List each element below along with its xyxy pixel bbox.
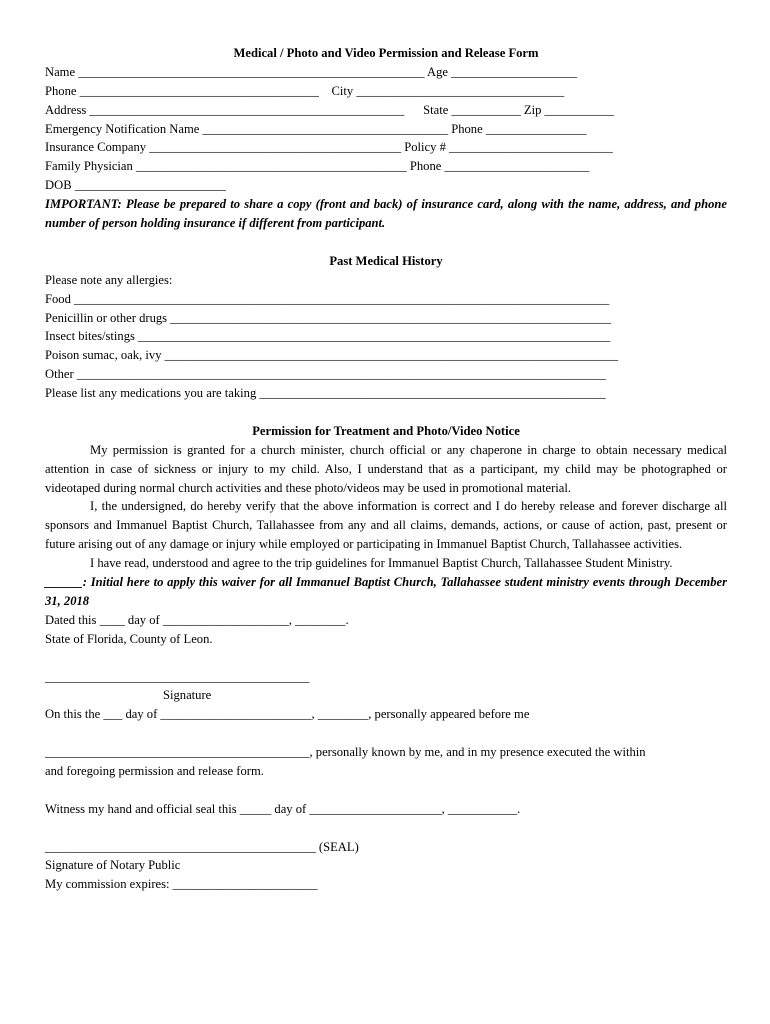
permission-paragraph-2: I, the undersigned, do hereby verify that the above information is correct and I do hereby release and forever discharge all sponsors and Immanuel Baptist Church, Tallahassee from any and all claims, demands, actions, or cause of action, past, present or future arising out of any damage or injury while employed or participating in Immanuel Baptist Church, Tallahassee activities. <box>45 499 727 552</box>
medical-history-heading: Past Medical History <box>329 253 443 268</box>
signature-line[interactable]: __________________________________________ <box>45 669 310 684</box>
family-physician-field[interactable]: Family Physician ___________________________________________ Phone _______________________ <box>45 159 590 174</box>
notary-signature-line[interactable]: ___________________________________________ (SEAL) <box>45 839 359 854</box>
insurance-policy-field[interactable]: Insurance Company ________________________________________ Policy # __________________________ <box>45 140 613 155</box>
allergy-penicillin-field[interactable]: Penicillin or other drugs ______________________________________________________________________ <box>45 310 611 325</box>
medications-field[interactable]: Please list any medications you are taking _______________________________________________________ <box>45 386 606 401</box>
appeared-before-field[interactable]: On this the ___ day of ________________________, ________, personally appeared before me <box>45 707 530 722</box>
allergy-food-field[interactable]: Food _____________________________________________________________________________________ <box>45 291 610 306</box>
notary-signature-label: Signature of Notary Public <box>45 858 181 873</box>
phone-city-field[interactable]: Phone ______________________________________ City _________________________________ <box>45 83 565 98</box>
address-state-zip-field[interactable]: Address __________________________________________________ State ___________ Zip ___________ <box>45 102 614 117</box>
initial-waiver-field[interactable]: ______: Initial here to apply this waiver for all Immanuel Baptist Church, Tallahassee student ministry events through December 31, 2018 <box>45 575 727 608</box>
name-age-field[interactable]: Name _______________________________________________________ Age ____________________ <box>45 64 578 79</box>
allergies-intro: Please note any allergies: <box>45 272 173 287</box>
release-form-page <box>45 44 727 894</box>
dob-field[interactable]: DOB ________________________ <box>45 178 226 193</box>
permission-paragraph-3: I have read, understood and agree to the trip guidelines for Immanuel Baptist Church, Tallahassee Student Ministry. <box>90 556 673 571</box>
witness-seal-field[interactable]: Witness my hand and official seal this _____ day of _____________________, ___________. <box>45 801 521 816</box>
permission-heading: Permission for Treatment and Photo/Video Notice <box>252 423 520 438</box>
personally-known-field[interactable]: __________________________________________, personally known by me, and in my presence executed the within <box>45 745 646 760</box>
allergy-other-field[interactable]: Other ____________________________________________________________________________________ <box>45 367 606 382</box>
important-note: IMPORTANT: Please be prepared to share a copy (front and back) of insurance card, along with the name, address, and phone number of person holding insurance if different from participant. <box>45 197 727 231</box>
state-county-text: State of Florida, County of Leon. <box>45 631 213 646</box>
emergency-contact-field[interactable]: Emergency Notification Name _______________________________________ Phone ________________ <box>45 121 587 136</box>
form-title: Medical / Photo and Video Permission and Release Form <box>233 46 539 60</box>
signature-label: Signature <box>163 688 212 703</box>
personally-known-continued: and foregoing permission and release form. <box>45 764 264 779</box>
permission-paragraph-1: My permission is granted for a church minister, church official or any chaperone in charge to obtain necessary medical attention in case of sickness or injury to my child. Also, I understand that as a participant, my child may be photographed or videotaped during normal church activities and these photo/videos may be used in promotional material. <box>45 442 727 495</box>
dated-field[interactable]: Dated this ____ day of ____________________, ________. <box>45 612 349 627</box>
allergy-poison-field[interactable]: Poison sumac, oak, ivy ________________________________________________________________________ <box>45 348 619 363</box>
allergy-insect-field[interactable]: Insect bites/stings ___________________________________________________________________________ <box>45 329 611 344</box>
commission-expires-field[interactable]: My commission expires: _______________________ <box>45 877 318 892</box>
